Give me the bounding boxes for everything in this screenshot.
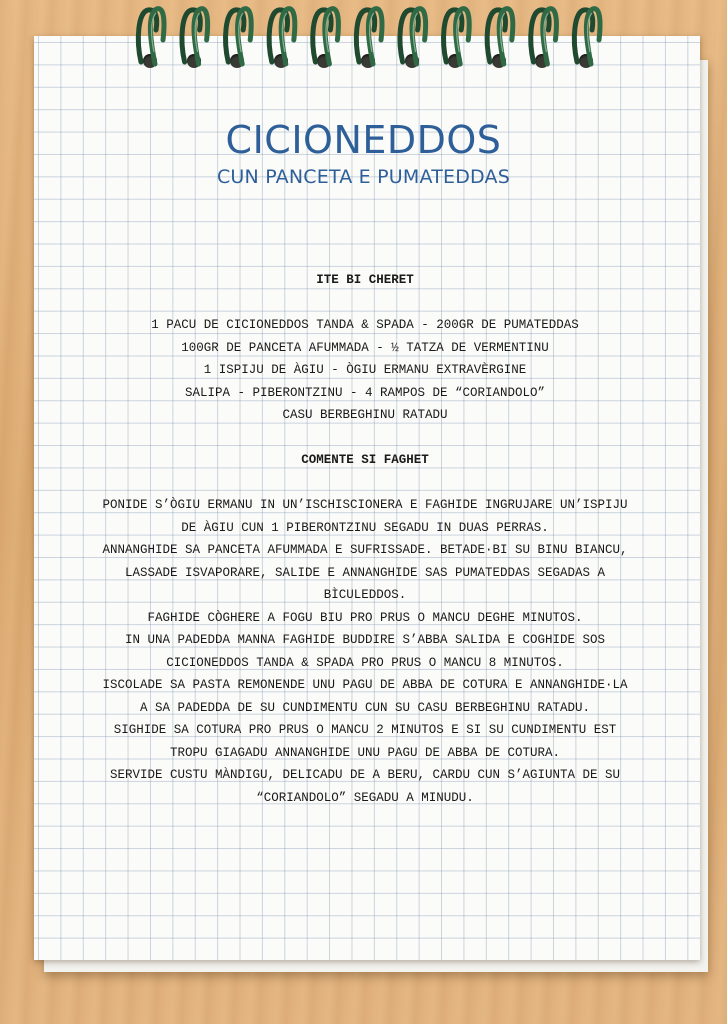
method-line: ANNANGHIDE SA PANCETA AFUMMADA E SUFRISSADE. BETADE·BI SU BINU BIANCU, xyxy=(102,543,628,557)
method-line: “CORIANDOLO” SEGADU A MINUDU. xyxy=(256,790,474,805)
spiral-coil xyxy=(226,9,252,64)
spiral-coil xyxy=(182,9,208,64)
ingredients-heading: ITE BI CHERET xyxy=(316,273,414,287)
spiral-binding-icon xyxy=(0,0,727,80)
method-line: BÌCULEDDOS. xyxy=(323,588,407,602)
spiral-coil xyxy=(444,9,470,64)
spiral-coil xyxy=(531,9,557,64)
method-line: SERVIDE CUSTU MÀNDIGU, DELICADU DE A BERU, CARDU CUN S’AGIUNTA DE SU xyxy=(109,768,621,782)
method-line: ISCOLADE SA PASTA REMONENDE UNU PAGU DE ABBA DE COTURA E ANNANGHIDE·LA xyxy=(102,678,628,692)
method-line: FAGHIDE CÒGHERE A FOGU BIU PRO PRUS O MANCU DEGHE MINUTOS. xyxy=(147,610,583,625)
ingredient-line: 1 PACU DE CICIONEDDOS TANDA & SPADA - 200GR DE PUMATEDDAS xyxy=(151,318,579,332)
ingredient-line: CASU BERBEGHINU RATADU xyxy=(282,408,448,422)
method-line: PONIDE S’ÒGIU ERMANU IN UN’ISCHISCIONERA E FAGHIDE INGRUJARE UN’ISPIJU xyxy=(102,498,628,512)
spiral-coil xyxy=(356,9,382,64)
spiral-coil xyxy=(313,9,339,64)
method-line: IN UNA PADEDDA MANNA FAGHIDE BUDDIRE S’ABBA SALIDA E COGHIDE SOS xyxy=(124,633,606,647)
ingredients-section xyxy=(60,269,670,809)
spiral-coil xyxy=(487,9,513,64)
method-line: SIGHIDE SA COTURA PRO PRUS O MANCU 2 MINUTOS E SI SU CUNDIMENTU EST xyxy=(113,723,617,737)
method-line: CICIONEDDOS TANDA & SPADA PRO PRUS O MANCU 8 MINUTOS. xyxy=(166,655,564,670)
ingredient-line: 1 ISPIJU DE ÀGIU - ÒGIU ERMANU EXTRAVÈRGINE xyxy=(203,363,527,377)
method-line: A SA PADEDDA DE SU CUNDIMENTU CUN SU CASU BERBEGHINU RATADU. xyxy=(139,700,591,715)
spiral-coil xyxy=(574,9,600,64)
ingredient-line: SALIPA - PIBERONTZINU - 4 RAMPOS DE “CORIANDOLO” xyxy=(184,385,546,400)
spiral-coil xyxy=(400,9,426,64)
method-line: TROPU GIAGADU ANNANGHIDE UNU PAGU DE ABBA DE COTURA. xyxy=(169,745,561,760)
method-line: LASSADE ISVAPORARE, SALIDE E ANNANGHIDE SAS PUMATEDDAS SEGADAS A xyxy=(124,565,606,580)
ingredient-line: 100GR DE PANCETA AFUMMADA - ½ TATZA DE VERMENTINU xyxy=(181,340,549,355)
page-subtitle: CUN PANCETA E PUMATEDDAS xyxy=(216,166,511,188)
page-title: CICIONEDDOS xyxy=(225,118,502,162)
spiral-coil xyxy=(138,9,164,64)
method-heading: COMENTE SI FAGHET xyxy=(301,453,429,467)
method-line: DE ÀGIU CUN 1 PIBERONTZINU SEGADU IN DUAS PERRAS. xyxy=(181,520,549,535)
spiral-coil xyxy=(269,9,295,64)
